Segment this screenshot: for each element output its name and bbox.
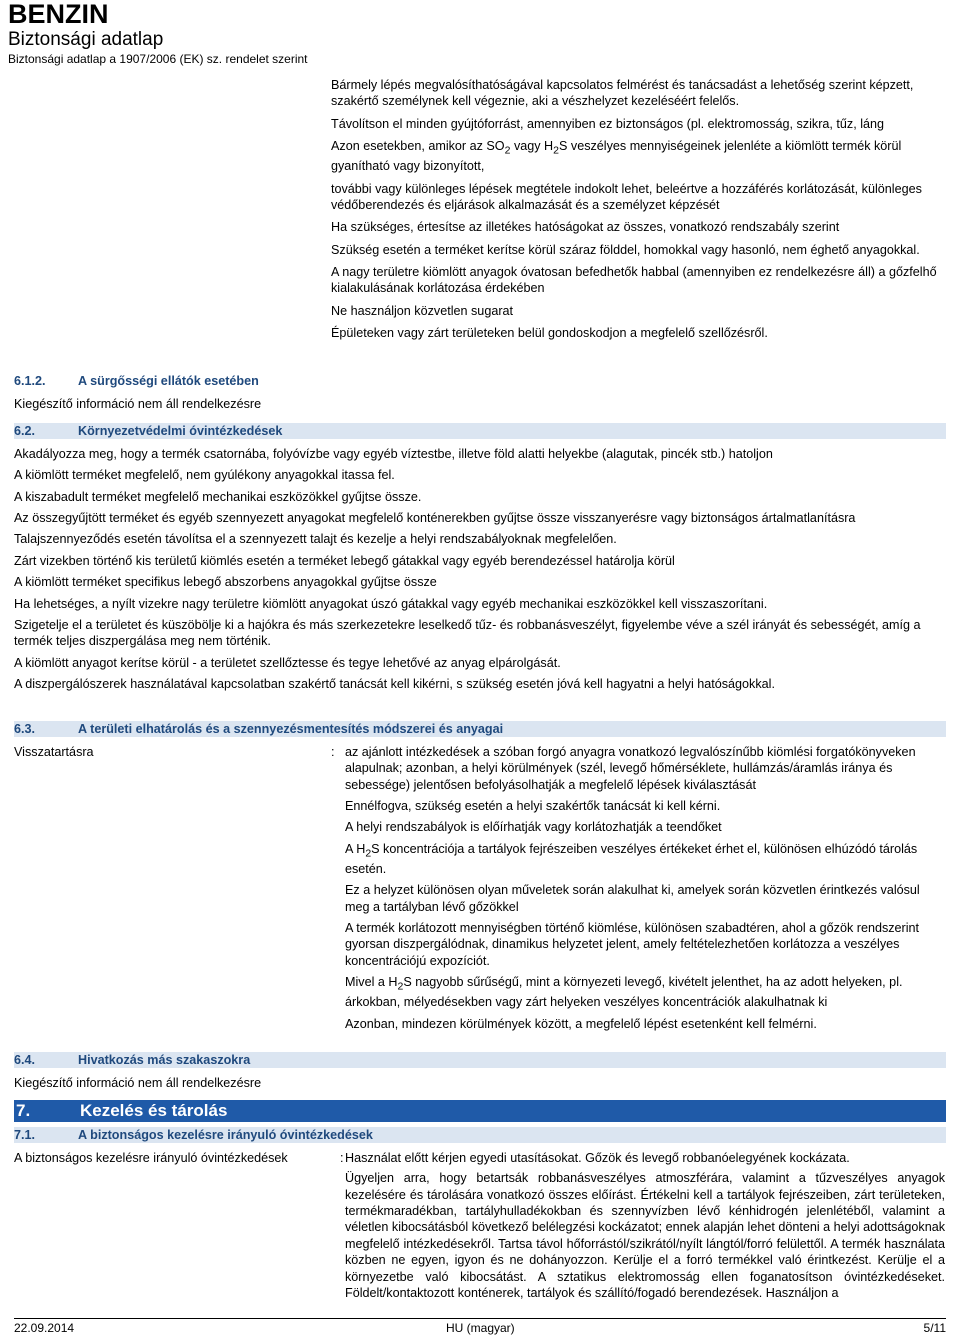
paragraph: Azonban, mindezen körülmények között, a megfelelő lépést esetenként kell felmérni.	[345, 1016, 817, 1031]
paragraph: Ennélfogva, szükség esetén a helyi szakértők tanácsát ki kell kérni.	[345, 799, 721, 814]
paragraph: Mivel a $H_2S$ nagyobb sűrűségű, mint a környezeti levegő, kivételt jelenthet, ha az adott helyeken, pl. árkokban, mélyedésekben vagy zárt helyeken veszélyes koncentrációk alakulhatnak ki	[345, 975, 903, 1010]
environmental-precaution-item: Zárt vizekben történő kis területű kiömlés esetén a terméket lebegő gátakkal vagy egyéb berendezéssel határolja körül	[14, 553, 675, 568]
paragraph: Távolítson el minden gyújtóforrást, amennyiben ez biztonságos (pl. elektromosság, szikra, tűz, láng	[331, 116, 884, 131]
paragraph: A termék korlátozott mennyiségben történő kiömlése, különösen szabadtéren, ahol a gőzök rendszerint gyorsan diszpergálódnak, dinamikus helyzetet jelent, amely feltételezhetően korlátozza a veszélyes koncentrációjú expozíciót.	[345, 921, 920, 968]
paragraph: Használat előtt kérjen egyedi utasításokat. Gőzök és levegő robbanóelegyének kockázata.	[345, 1151, 850, 1165]
environmental-precaution-item: A kiömlött terméket megfelelő, nem gyúlékony anyagokkal itassa fel.	[14, 468, 395, 483]
environmental-precaution-item: Ha lehetséges, a nyílt vizekre nagy területre kiömlött anyagokat úszó gátakkal vagy egyéb mechanikai eszközökkel kell visszaszorítani.	[14, 596, 768, 611]
environmental-precaution-item: A kiömlött terméket specifikus lebegő abszorbens anyagokkal gyűjtse össze	[14, 575, 437, 590]
section-6-1-2-heading: 6.1.2. A sürgősségi ellátók esetében	[14, 374, 259, 388]
footer-page-number: 5/11	[923, 1321, 946, 1335]
environmental-precaution-item: A kiszabadult terméket megfelelő mechanikai eszközökkel gyűjtse össze.	[14, 489, 422, 504]
paragraph: Azon esetekben, amikor az $SO_2$ vagy $H_2S$ veszélyes mennyiségeinek jelenléte a kiömlött termék körül gyanítható vagy bizonyított,	[331, 139, 902, 174]
section-6-1-2-text: Kiegészítő információ nem áll rendelkezésre	[14, 397, 262, 411]
section-7-heading: 7. Kezelés és tárolás	[14, 1100, 946, 1122]
section-6-3-heading: 6.3. A területi elhatárolás és a szennyezésmentesítés módszerei és anyagai	[14, 721, 946, 737]
section-6-4-text: Kiegészítő információ nem áll rendelkezésre	[14, 1076, 262, 1090]
environmental-precautions-list	[14, 446, 946, 697]
paragraph: Bármely lépés megvalósíthatóságával kapcsolatos felmérést és tanácsadást a lehetőség szerint képzett, szakértő személynek kell végeznie, aki a vészhelyzet kezeléséért felelős.	[331, 78, 914, 109]
environmental-precaution-item: A kiömlött anyagot kerítse körül - a területet szellőztesse és tegye lehetővé az anyag elpárolgását.	[14, 655, 561, 670]
document-title: Biztonsági adatlap	[8, 29, 164, 50]
footer-date: 22.09.2014	[14, 1321, 75, 1335]
safe-handling-label: A biztonságos kezelésre irányuló óvintézkedések	[14, 1151, 288, 1165]
environmental-precaution-item: Szigetelje el a területet és küszöbölje ki a hajókra és más szerkezetekre leselkedő tűz- és robbanásveszélyt, figyelembe véve a szél irányát és sebességét, amíg a termék teljes diszpergálása meg nem történik.	[14, 617, 921, 649]
environmental-precaution-item: Talajszennyeződés esetén távolítsa el a szennyezett talajt és kezelje a helyi rendszabályoknak megfelelően.	[14, 532, 617, 547]
section-6-2-heading: 6.2. Környezetvédelmi óvintézkedések	[14, 423, 946, 439]
paragraph: A $H_2S$ koncentrációja a tartályok fejrészeiben veszélyes értékeket érhet el, különösen elhúzódó tárolás esetén.	[345, 841, 918, 876]
section-6-4-heading: 6.4. Hivatkozás más szakaszokra	[14, 1052, 946, 1068]
section-7-1-heading: 7.1. A biztonságos kezelésre irányuló óvintézkedések	[14, 1127, 946, 1143]
emergency-measures-text	[331, 77, 946, 347]
label-colon: :	[331, 745, 335, 759]
environmental-precaution-item: Az összegyűjtött terméket és egyéb szennyezett anyagokat megfelelő konténerekben gyűjtse össze visszanyerésre vagy biztonságos ártalmatlanításra	[14, 511, 856, 526]
paragraph: A nagy területre kiömlött anyagok óvatosan befedhetők habbal (amennyiben ez rendelkezésre áll) a gőzfelhő kialakulásának korlátozása érdekében	[331, 265, 937, 296]
product-name: BENZIN	[8, 0, 109, 29]
safe-handling-text	[345, 1150, 945, 1305]
page-footer	[14, 1318, 946, 1338]
document-subtitle: Biztonsági adatlap a 1907/2006 (EK) sz. rendelet szerint	[8, 52, 308, 66]
paragraph: Épületeken vagy zárt területeken belül gondoskodjon a megfelelő szellőzésről.	[331, 326, 768, 341]
paragraph: Ügyeljen arra, hogy betartsák robbanásveszélyes atmoszférára, valamint a tűzveszélyes anyagok kezelésére és tárolására vonatkozó összes előírást. Értékelni kell a tartályok fejrészeiben, zárt területeken, termékmaradékban, tartályhulladékokban és szennyvízben lévő kénhidrogén jelenlétéből, valamint a véletlen kibocsátásból következő belélegzési kockázatot; ennek alapján lehet dönteni a helyi adottságoknak megfelelő intézkedésekről. Tartsa távol hőforrástól/szikrától/nyílt lángtól/forró felülettől. A termék használata közben ne egyen, igyon és ne dohányozzon. Kerülje el a forró termékkel való érintkezést. Kerülje el a környezetbe való kibocsátást. A sztatikus elektromosság ellen foganatosítson óvintézkedéseket. Földelt/kontaktozott konténerek, tartályok és szállító/fogadó berendezések. Használjon a	[345, 1171, 945, 1300]
paragraph: Szükség esetén a terméket kerítse körül száraz földdel, homokkal vagy hasonló, nem éghető anyagokkal.	[331, 242, 920, 257]
footer-language: HU (magyar)	[446, 1321, 515, 1335]
paragraph: Ez a helyzet különösen olyan műveletek során alakulhat ki, amelyek során közvetlen érintkezés valósul meg a tartályban lévő gőzökkel	[345, 883, 920, 914]
environmental-precaution-item: A diszpergálószerek használatával kapcsolatban szakértő tanácsát kell kikérni, s szükség esetén jóvá kell hagyatni a helyi hatóságokkal.	[14, 676, 775, 691]
paragraph: az ajánlott intézkedések a szóban forgó anyagra vonatkozó legvalószínűbb kiömlési forgatókönyveken alapulnak; azonban, a helyi körülmények (szél, levegő hőmérséklete, hullámzás/áramlás iránya és sebessége) jelentősen befolyásolhatják a megfelelő lépések kiválasztását	[345, 745, 916, 792]
label-colon: :	[340, 1151, 344, 1165]
paragraph: Ha szükséges, értesítse az illetékes hatóságokat az összes, vonatkozó rendszabály szerint	[331, 220, 840, 235]
environmental-precaution-item: Akadályozza meg, hogy a termék csatornába, folyóvízbe vagy egyéb víztestbe, illetve föld alatti helyekbe (alagutak, pincék stb.) hatoljon	[14, 447, 773, 461]
paragraph: A helyi rendszabályok is előírhatják vagy korlátozhatják a teendőket	[345, 820, 722, 835]
containment-text	[345, 744, 945, 1037]
paragraph: további vagy különleges lépések megtétele indokolt lehet, beleértve a hozzáférés korlátozását, különleges védőberendezés és eljárások alkalmazását és a személyzet képzését	[331, 181, 922, 212]
document-header	[8, 0, 308, 67]
containment-label: Visszatartásra	[14, 745, 94, 759]
paragraph: Ne használjon közvetlen sugarat	[331, 303, 514, 318]
